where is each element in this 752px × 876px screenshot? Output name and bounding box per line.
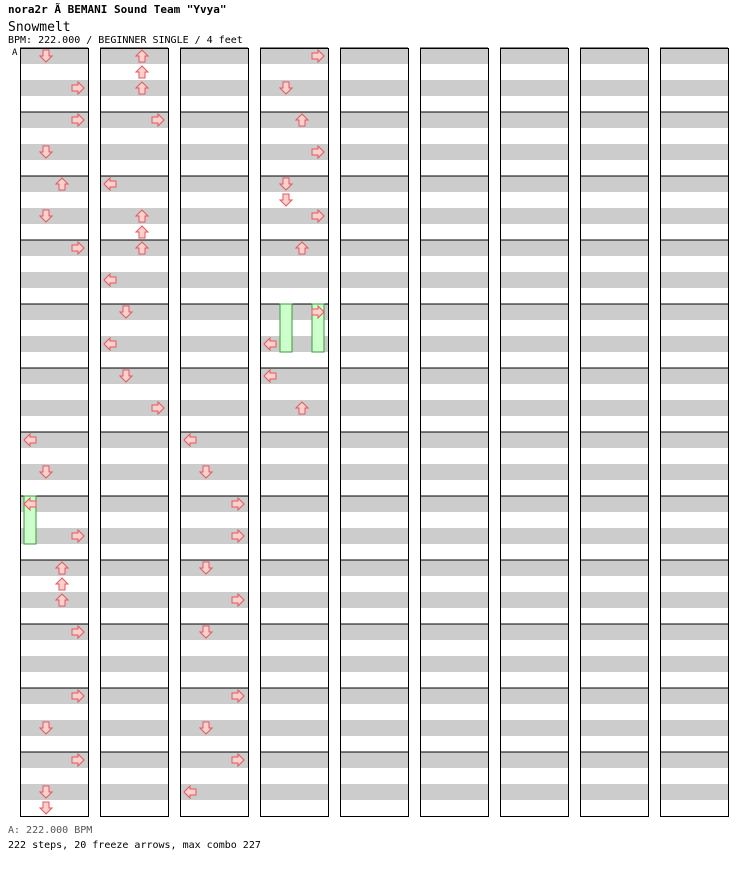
beat-band [20, 208, 88, 224]
beat-band [20, 368, 88, 384]
beat-band [500, 432, 568, 448]
beat-band [500, 48, 568, 64]
beat-band [100, 624, 168, 640]
beat-band [660, 48, 728, 64]
song-title: Snowmelt [8, 20, 71, 35]
beat-band [580, 48, 648, 64]
beat-band [340, 176, 408, 192]
beat-band [100, 656, 168, 672]
beat-band [340, 144, 408, 160]
beat-band [260, 112, 328, 128]
beat-band [420, 528, 488, 544]
beat-band [420, 80, 488, 96]
beat-band [660, 656, 728, 672]
beat-band [500, 400, 568, 416]
beat-band [340, 528, 408, 544]
beat-band [660, 112, 728, 128]
beat-band [420, 720, 488, 736]
beat-band [660, 240, 728, 256]
beat-band [580, 752, 648, 768]
beat-band [100, 688, 168, 704]
beat-band [420, 368, 488, 384]
beat-band [180, 80, 248, 96]
beat-band [340, 240, 408, 256]
beat-band [420, 464, 488, 480]
beat-band [180, 304, 248, 320]
beat-band [660, 528, 728, 544]
beat-band [100, 720, 168, 736]
beat-band [260, 688, 328, 704]
beat-band [660, 752, 728, 768]
beat-band [420, 336, 488, 352]
beat-band [420, 752, 488, 768]
beat-band [580, 624, 648, 640]
beat-band [580, 432, 648, 448]
beat-band [260, 464, 328, 480]
beat-band [260, 720, 328, 736]
beat-band [420, 496, 488, 512]
beat-band [260, 528, 328, 544]
beat-band [100, 528, 168, 544]
beat-band [260, 272, 328, 288]
beat-band [340, 400, 408, 416]
beat-band [580, 720, 648, 736]
beat-band [100, 368, 168, 384]
beat-band [660, 368, 728, 384]
beat-band [340, 496, 408, 512]
beat-band [420, 400, 488, 416]
beat-band [180, 720, 248, 736]
beat-band [580, 112, 648, 128]
beat-band [180, 240, 248, 256]
beat-band [660, 624, 728, 640]
beat-band [420, 304, 488, 320]
chart-column [420, 48, 489, 817]
beat-band [580, 528, 648, 544]
beat-band [580, 400, 648, 416]
beat-band [500, 656, 568, 672]
beat-band [500, 368, 568, 384]
chart-column [340, 48, 409, 817]
beat-band [340, 592, 408, 608]
beat-band [660, 208, 728, 224]
beat-band [180, 208, 248, 224]
beat-band [260, 496, 328, 512]
beat-band [260, 592, 328, 608]
beat-band [20, 656, 88, 672]
beat-band [660, 560, 728, 576]
beat-band [20, 720, 88, 736]
chart-column [580, 48, 649, 817]
beat-band [660, 400, 728, 416]
beat-band [20, 464, 88, 480]
beat-band [500, 752, 568, 768]
beat-band [420, 272, 488, 288]
beat-band [500, 560, 568, 576]
beat-band [500, 496, 568, 512]
beat-band [180, 48, 248, 64]
beat-band [340, 336, 408, 352]
beat-band [420, 48, 488, 64]
beat-band [20, 304, 88, 320]
beat-band [180, 656, 248, 672]
beat-band [340, 112, 408, 128]
beat-band [580, 304, 648, 320]
beat-band [180, 624, 248, 640]
beat-band [340, 208, 408, 224]
beat-band [500, 208, 568, 224]
beat-band [100, 464, 168, 480]
beat-band [660, 464, 728, 480]
beat-band [180, 336, 248, 352]
beat-band [340, 624, 408, 640]
beat-band [100, 208, 168, 224]
beat-band [500, 720, 568, 736]
beat-band [420, 176, 488, 192]
beat-band [420, 624, 488, 640]
beat-band [420, 656, 488, 672]
beat-band [20, 336, 88, 352]
beat-band [580, 80, 648, 96]
beat-band [580, 784, 648, 800]
beat-band [500, 688, 568, 704]
beat-band [580, 496, 648, 512]
chart-column [660, 48, 729, 817]
beat-band [660, 304, 728, 320]
beat-band [660, 272, 728, 288]
beat-band [500, 240, 568, 256]
beat-band [340, 464, 408, 480]
beat-band [20, 784, 88, 800]
beat-band [260, 176, 328, 192]
beat-band [100, 592, 168, 608]
beat-band [420, 592, 488, 608]
beat-band [580, 368, 648, 384]
chart-info: BPM: 222.000 / BEGINNER SINGLE / 4 feet [8, 35, 243, 46]
beat-band [20, 560, 88, 576]
beat-band [340, 720, 408, 736]
beat-band [580, 688, 648, 704]
beat-band [660, 784, 728, 800]
beat-band [660, 496, 728, 512]
beat-band [500, 80, 568, 96]
beat-band [180, 176, 248, 192]
beat-band [340, 48, 408, 64]
beat-band [260, 752, 328, 768]
beat-band [340, 656, 408, 672]
song-artist-line: nora2r Ã BEMANI Sound Team "Yvya" [8, 3, 227, 16]
beat-band [260, 400, 328, 416]
beat-band [100, 304, 168, 320]
beat-band [580, 560, 648, 576]
beat-band [660, 432, 728, 448]
beat-band [500, 304, 568, 320]
beat-band [20, 400, 88, 416]
beat-band [420, 560, 488, 576]
beat-band [580, 464, 648, 480]
beat-band [180, 400, 248, 416]
beat-band [500, 336, 568, 352]
beat-band [420, 112, 488, 128]
beat-band [180, 464, 248, 480]
chart-column [100, 48, 169, 817]
beat-band [260, 240, 328, 256]
beat-band [660, 592, 728, 608]
beat-band [260, 80, 328, 96]
beat-band [580, 272, 648, 288]
beat-band [500, 176, 568, 192]
chart-column [260, 48, 329, 817]
beat-band [180, 368, 248, 384]
beat-band [20, 592, 88, 608]
freeze-arrow [280, 304, 292, 352]
beat-band [500, 624, 568, 640]
beat-band [420, 432, 488, 448]
beat-band [580, 336, 648, 352]
beat-band [100, 240, 168, 256]
beat-band [500, 112, 568, 128]
beat-band [260, 560, 328, 576]
beat-band [100, 48, 168, 64]
beat-band [340, 784, 408, 800]
beat-band [100, 144, 168, 160]
beat-band [660, 80, 728, 96]
beat-band [500, 784, 568, 800]
bpm-marker: A [12, 48, 18, 58]
beat-band [260, 784, 328, 800]
beat-band [100, 432, 168, 448]
beat-band [660, 144, 728, 160]
beat-band [20, 48, 88, 64]
beat-band [660, 336, 728, 352]
beat-band [500, 528, 568, 544]
beat-band [340, 80, 408, 96]
beat-band [260, 624, 328, 640]
beat-band [100, 784, 168, 800]
beat-band [340, 272, 408, 288]
beat-band [180, 144, 248, 160]
chart-column [500, 48, 569, 817]
beat-band [500, 592, 568, 608]
beat-band [420, 784, 488, 800]
beat-band [340, 432, 408, 448]
beat-band [580, 592, 648, 608]
beat-band [340, 560, 408, 576]
beat-band [420, 208, 488, 224]
beat-band [20, 144, 88, 160]
beat-band [100, 496, 168, 512]
beat-band [100, 80, 168, 96]
beat-band [580, 144, 648, 160]
beat-band [580, 240, 648, 256]
beat-band [340, 752, 408, 768]
beat-band [500, 144, 568, 160]
beat-band [340, 304, 408, 320]
beat-band [580, 176, 648, 192]
beat-band [180, 560, 248, 576]
beat-band [180, 272, 248, 288]
beat-band [340, 688, 408, 704]
beat-band [500, 464, 568, 480]
beat-band [20, 176, 88, 192]
beat-band [340, 368, 408, 384]
beat-band [100, 560, 168, 576]
beat-band [260, 432, 328, 448]
bpm-legend: A: 222.000 BPM [8, 825, 93, 836]
beat-band [180, 112, 248, 128]
beat-band [500, 272, 568, 288]
beat-band [100, 752, 168, 768]
beat-band [580, 208, 648, 224]
beat-band [660, 720, 728, 736]
beat-band [580, 656, 648, 672]
beat-band [420, 144, 488, 160]
chart-stats: 222 steps, 20 freeze arrows, max combo 227 [8, 840, 261, 851]
beat-band [420, 240, 488, 256]
beat-band [20, 272, 88, 288]
beat-band [260, 656, 328, 672]
beat-band [660, 688, 728, 704]
beat-band [420, 688, 488, 704]
beat-band [660, 176, 728, 192]
